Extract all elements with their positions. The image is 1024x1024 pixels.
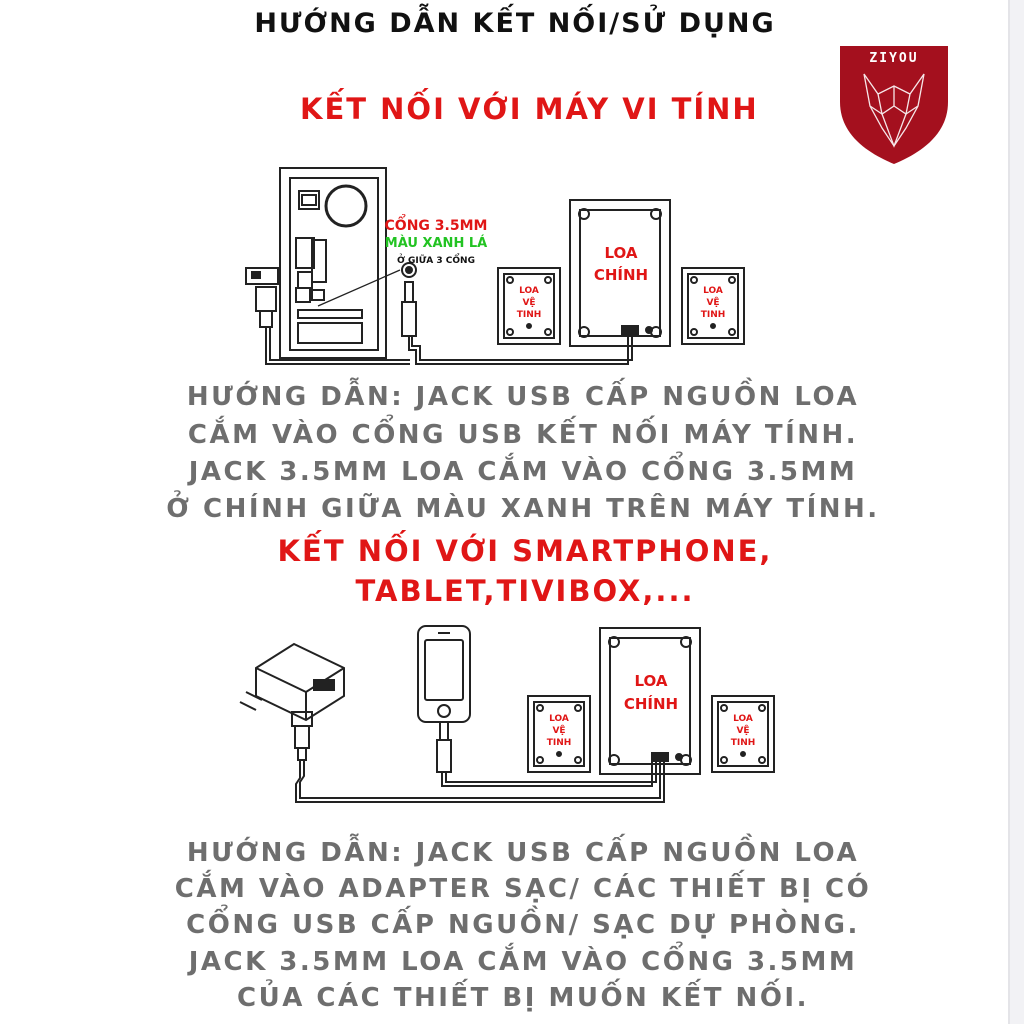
satellite-speaker-label: TINH (700, 310, 726, 320)
main-speaker-label: CHÍNH (623, 695, 679, 713)
section-phone-title-line1: KẾT NỐI VỚI SMARTPHONE, (277, 534, 773, 568)
satellite-speaker-label: LOA (703, 286, 723, 296)
satellite-speaker-label: VỆ (552, 726, 566, 736)
main-speaker-label: LOA (604, 244, 638, 262)
phone-instruction-line: HƯỚNG DẪN: JACK USB CẤP NGUỒN LOA (186, 838, 860, 868)
port-color-label: MÀU XANH LÁ (384, 236, 488, 251)
satellite-speaker-label: LOA (549, 714, 569, 724)
main-speaker-label: CHÍNH (593, 266, 649, 284)
satellite-speaker-label: VỆ (736, 726, 750, 736)
satellite-speaker-label: LOA (519, 286, 539, 296)
port-label: CỔNG 3.5MM (384, 218, 488, 234)
phone-instruction-line: CỔNG USB CẤP NGUỒN/ SẠC DỰ PHÒNG. (186, 910, 860, 940)
pc-connection-diagram (0, 0, 1024, 380)
pc-instruction-line: HƯỚNG DẪN: JACK USB CẤP NGUỒN LOA (186, 382, 860, 412)
pc-instruction-line: JACK 3.5MM LOA CẮM VÀO CỔNG 3.5MM (188, 457, 858, 487)
section-pc-title: KẾT NỐI VỚI MÁY VI TÍNH (300, 92, 759, 126)
satellite-speaker-label: VỆ (706, 298, 720, 308)
satellite-speaker-label: TINH (730, 738, 756, 748)
logo-brand-text: ZIYOU (869, 51, 919, 66)
pc-instruction-line: Ở CHÍNH GIỮA MÀU XANH TRÊN MÁY TÍNH. (166, 494, 880, 524)
satellite-speaker-label: TINH (546, 738, 572, 748)
section-phone-title-line2: TABLET,TIVIBOX,... (355, 574, 695, 608)
pc-tower-icon (280, 168, 386, 358)
phone-instruction-line: JACK 3.5MM LOA CẮM VÀO CỔNG 3.5MM (188, 947, 858, 977)
port-position-label: Ở GIỮA 3 CỔNG (397, 256, 475, 266)
pc-instruction-line: CẮM VÀO CỔNG USB KẾT NỐI MÁY TÍNH. (187, 420, 859, 450)
page-title: HƯỚNG DẪN KẾT NỐI/SỬ DỤNG (254, 8, 776, 39)
satellite-speaker-label: VỆ (522, 298, 536, 308)
phone-connection-diagram (0, 610, 1024, 830)
phone-instruction-line: CỦA CÁC THIẾT BỊ MUỐN KẾT NỐI. (237, 983, 809, 1013)
satellite-speaker-label: TINH (516, 310, 542, 320)
main-speaker-label: LOA (634, 672, 668, 690)
phone-instruction-line: CẮM VÀO ADAPTER SẠC/ CÁC THIẾT BỊ CÓ (174, 874, 872, 904)
satellite-speaker-label: LOA (733, 714, 753, 724)
